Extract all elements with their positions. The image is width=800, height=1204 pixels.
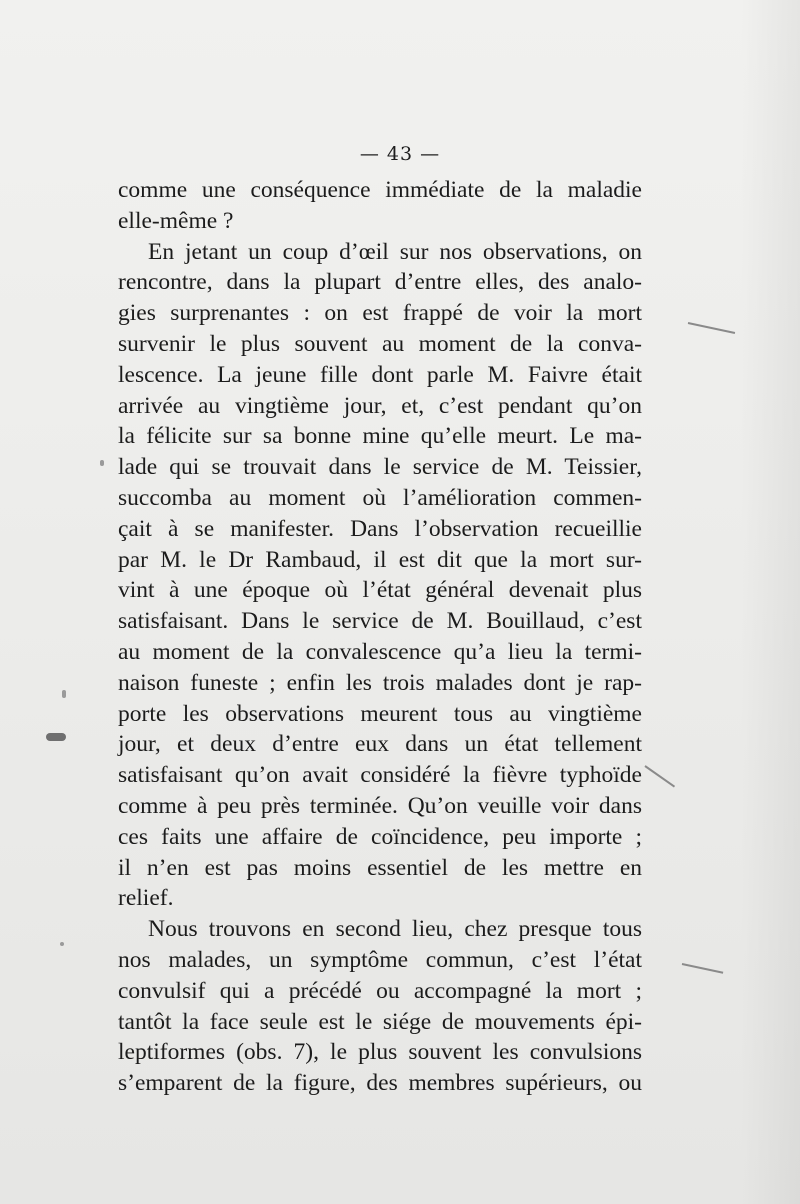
paragraph-start-line: Nous trouvons en second lieu, chez presque tous — [148, 916, 642, 943]
text-line: gies surprenantes : on est frappé de voir la mort — [118, 300, 642, 327]
text-line: porte les observations meurent tous au vingtième — [118, 700, 642, 727]
text-line: survenir le plus souvent au moment de la conva- — [118, 330, 642, 357]
text-line: satisfaisant qu’on avait considéré la fièvre typhoïde — [118, 762, 642, 789]
text-line: çait à se manifester. Dans l’observation recueillie — [118, 515, 642, 542]
text-line: rencontre, dans la plupart d’entre elles, des analo- — [118, 269, 642, 296]
margin-pencil-mark — [644, 765, 675, 787]
text-line: jour, et deux d’entre eux dans un état tellement — [118, 731, 642, 758]
text-line: ces faits une affaire de coïncidence, peu importe ; — [118, 823, 642, 850]
paragraph-start-line: En jetant un coup d’œil sur nos observations, on — [148, 238, 642, 265]
margin-ink-spot — [60, 942, 64, 946]
text-line: s’emparent de la figure, des membres supérieurs, ou — [118, 1070, 642, 1097]
text-line: il n’en est pas moins essentiel de les mettre en — [118, 854, 642, 881]
text-line: satisfaisant. Dans le service de M. Bouillaud, c’est — [118, 608, 642, 635]
text-line: succomba au moment où l’amélioration commen- — [118, 484, 642, 511]
text-line: arrivée au vingtième jour, et, c’est pendant qu’on — [118, 392, 642, 419]
page-edge-shadow — [740, 0, 800, 1204]
text-line: lescence. La jeune fille dont parle M. Faivre était — [118, 361, 642, 388]
text-line: par M. le Dr Rambaud, il est dit que la mort sur- — [118, 546, 642, 573]
text-line: relief. — [118, 885, 174, 912]
text-line: comme une conséquence immédiate de la maladie — [118, 177, 642, 203]
margin-ink-spot — [62, 690, 66, 698]
text-line: elle-même ? — [118, 207, 234, 234]
margin-pencil-mark — [682, 963, 723, 974]
text-line: leptiformes (obs. 7), le plus souvent les convulsions — [118, 1039, 642, 1066]
margin-pencil-mark — [688, 322, 735, 334]
margin-ink-spot — [46, 733, 66, 741]
text-line: comme à peu près terminée. Qu’on veuille voir dans — [118, 792, 642, 819]
margin-ink-spot — [100, 460, 104, 466]
text-line: la félicite sur sa bonne mine qu’elle meurt. Le ma- — [118, 423, 642, 450]
page-number: — 43 — — [359, 143, 441, 165]
text-line: au moment de la convalescence qu’a lieu la termi- — [118, 638, 642, 665]
text-line: naison funeste ; enfin les trois malades dont je rap- — [118, 669, 642, 696]
text-line: vint à une époque où l’état général devenait plus — [118, 577, 642, 604]
text-line: convulsif qui a précédé ou accompagné la mort ; — [118, 977, 642, 1004]
text-line: nos malades, un symptôme commun, c’est l’état — [118, 946, 642, 973]
text-line: lade qui se trouvait dans le service de M. Teissier, — [118, 454, 642, 481]
body-text — [118, 175, 642, 1099]
text-line: tantôt la face seule est le siége de mouvements épi- — [118, 1008, 642, 1035]
